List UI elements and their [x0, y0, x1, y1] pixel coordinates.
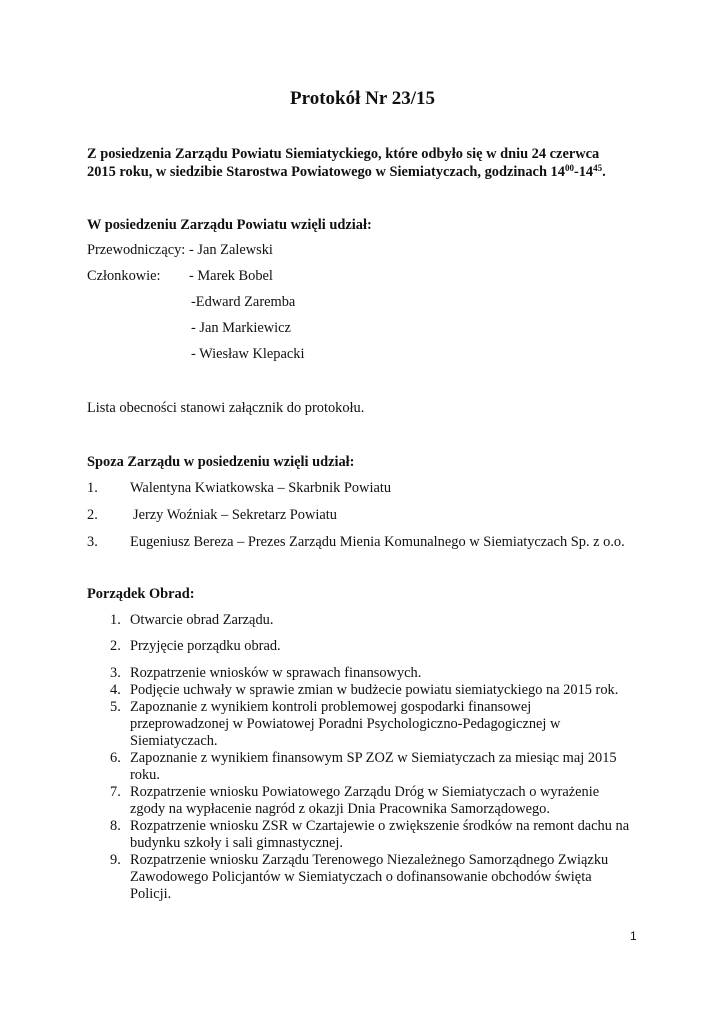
agenda-text: Przyjęcie porządku obrad. [130, 638, 281, 654]
agenda-text: Rozpatrzenie wniosku Zarządu Terenowego Niezależnego Samorządnego Związku [130, 852, 609, 868]
agenda-number: 9. [110, 852, 121, 868]
agenda-number: 4. [110, 682, 121, 698]
agenda-text: Zapoznanie z wynikiem finansowym SP ZOZ w Siemiatyczach za miesiąc maj 2015 [130, 750, 617, 766]
agenda-text: budynku szkoły i sali gimnastycznej. [130, 835, 344, 851]
agenda-number: 3. [110, 665, 121, 681]
page-number: 1 [630, 929, 637, 943]
agenda-text: Zapoznanie z wynikiem kontroli problemowej gospodarki finansowej [130, 699, 532, 715]
intro-line-1: Z posiedzenia Zarządu Powiatu Siemiatyckiego, które odbyło się w dniu 24 czerwca [87, 146, 600, 162]
attendance-heading: W posiedzeniu Zarządu Powiatu wzięli udział: [87, 217, 372, 233]
agenda-text: roku. [130, 767, 160, 783]
member-name: - Jan Markiewicz [191, 320, 291, 336]
members-label: Członkowie: [87, 268, 161, 284]
member-name: -Edward Zaremba [191, 294, 296, 310]
agenda-number: 8. [110, 818, 121, 834]
time-dash: -14 [573, 164, 594, 180]
agenda-number: 7. [110, 784, 121, 800]
guest-number: 2. [87, 507, 98, 523]
chair-name: - Jan Zalewski [189, 242, 273, 258]
agenda-text: Siemiatyczach. [130, 733, 218, 749]
guest-number: 1. [87, 480, 98, 496]
guest-number: 3. [87, 534, 98, 550]
agenda-text: Rozpatrzenie wniosków w sprawach finansowych. [130, 665, 422, 681]
guest-text: Eugeniusz Bereza – Prezes Zarządu Mienia Komunalnego w Siemiatyczach Sp. z o.o. [130, 534, 625, 550]
attendance-note: Lista obecności stanowi załącznik do protokołu. [87, 400, 365, 416]
agenda-text: Policji. [130, 886, 172, 902]
chair-label: Przewodniczący: [87, 242, 186, 258]
agenda-text: Rozpatrzenie wniosku ZSR w Czartajewie o zwiększenie środków na remont dachu na [130, 818, 630, 834]
intro-line-2 [87, 164, 606, 181]
guest-text: Jerzy Woźniak – Sekretarz Powiatu [133, 507, 337, 523]
agenda-number: 6. [110, 750, 121, 766]
intro-end-dot: . [602, 164, 606, 180]
agenda-text: Zawodowego Policjantów w Siemiatyczach o dofinansowanie obchodów święta [130, 869, 592, 885]
member-name: - Marek Bobel [189, 268, 273, 284]
agenda-text: Otwarcie obrad Zarządu. [130, 612, 274, 628]
agenda-text: przeprowadzonej w Powiatowej Poradni Psychologiczno-Pedagogicznej w [130, 716, 561, 732]
time-start-minutes: 00 [564, 163, 574, 173]
agenda-number: 1. [110, 612, 121, 628]
document-title: Protokół Nr 23/15 [290, 88, 435, 109]
intro-line-2-text: 2015 roku, w siedzibie Starostwa Powiatowego w Siemiatyczach, godzinach 14 [87, 164, 565, 180]
agenda-heading: Porządek Obrad: [87, 586, 195, 602]
agenda-text: Rozpatrzenie wniosku Powiatowego Zarządu Dróg w Siemiatyczach o wyrażenie [130, 784, 600, 800]
agenda-number: 2. [110, 638, 121, 654]
member-name: - Wiesław Klepacki [191, 346, 305, 362]
guests-heading: Spoza Zarządu w posiedzeniu wzięli udział: [87, 454, 355, 470]
time-end-minutes: 45 [593, 163, 603, 173]
agenda-number: 5. [110, 699, 121, 715]
agenda-text: zgody na wypłacenie nagród z okazji Dnia Pracownika Samorządowego. [130, 801, 550, 817]
guest-text: Walentyna Kwiatkowska – Skarbnik Powiatu [130, 480, 392, 496]
agenda-text: Podjęcie uchwały w sprawie zmian w budżecie powiatu siemiatyckiego na 2015 rok. [130, 682, 619, 698]
